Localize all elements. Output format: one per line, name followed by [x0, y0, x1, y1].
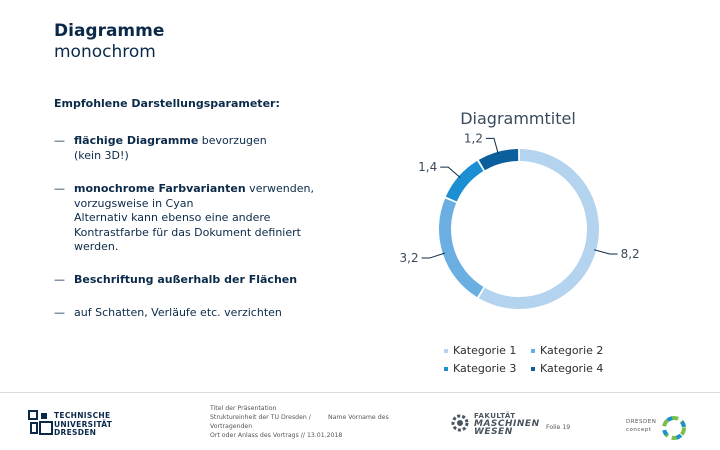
slide-subtitle: monochrom: [54, 42, 156, 62]
legend-item-3: [444, 362, 516, 375]
data-label-1: 8,2: [620, 247, 640, 262]
footer-presenter: Name Vorname des: [328, 414, 389, 421]
partner-ring-icon: [660, 414, 688, 442]
partner-line: DRESDEN: [626, 419, 657, 425]
page-number: Folie 19: [546, 424, 571, 431]
bullet-line: werden.: [74, 240, 119, 253]
donut-slice-2: [439, 198, 483, 297]
bullet-text: auf Schatten, Verläufe etc. verzichten: [74, 306, 282, 319]
donut-slice-3: [446, 161, 484, 202]
params-heading: Empfohlene Darstellungsparameter:: [54, 97, 280, 110]
tud-line: DRESDEN: [54, 428, 97, 437]
tud-line: UNIVERSITÄT: [54, 419, 113, 429]
tu-dresden-wordmark: [54, 412, 112, 438]
legend-label: Kategorie 3: [453, 362, 517, 375]
bullet-dash: —: [54, 273, 65, 286]
tu-dresden-logo: [28, 410, 113, 440]
bullet-line: vorzugsweise in Cyan: [74, 196, 194, 210]
legend-label: Kategorie 1: [453, 344, 517, 357]
bullet-dash: —: [54, 134, 65, 147]
faculty-line: FAKULTÄT: [474, 412, 516, 420]
donut-slice-4: [479, 149, 518, 170]
footer-divider: [0, 392, 720, 393]
legend-swatch: [531, 367, 535, 371]
bullet-line: (kein 3D!): [74, 148, 129, 162]
gear-icon: [448, 412, 472, 434]
faculty-line: WESEN: [474, 427, 513, 437]
data-label-4: 1,2: [463, 131, 483, 146]
bullet-bold-text: flächige Diagramme: [74, 134, 199, 147]
leader-line-3: [440, 167, 460, 178]
bullet-dash: —: [54, 182, 65, 195]
bullet-bold-text: Beschriftung außerhalb der Flächen: [74, 273, 298, 286]
legend-item-1: [444, 344, 516, 357]
leader-line-1: [594, 250, 617, 254]
bullet-line: Kontrastfarbe für das Dokument definiert: [74, 225, 301, 239]
bullet-text: bevorzugen: [198, 134, 267, 147]
footer-presenter-cont: Vortragenden: [210, 423, 253, 430]
data-label-2: 3,2: [399, 251, 419, 266]
tu-dresden-emblem-icon: [28, 410, 54, 436]
legend-swatch: [531, 349, 535, 353]
legend-label: Kategorie 4: [540, 362, 604, 375]
leader-line-2: [422, 253, 445, 258]
slide-title: Diagramme: [54, 21, 165, 41]
legend-item-4: [531, 362, 603, 375]
tud-line: TECHNISCHE: [54, 411, 111, 420]
donut-slice-1: [479, 149, 599, 309]
faculty-logo: [448, 412, 540, 438]
bullet-line: Alternativ kann ebenso eine andere: [74, 211, 271, 224]
faculty-line: MASCHINEN: [474, 419, 540, 429]
legend-label: Kategorie 2: [540, 344, 604, 357]
footer-presentation-title: Titel der Präsentation: [210, 405, 277, 412]
chart-title: Diagrammtitel: [460, 109, 576, 128]
bullet-dash: —: [54, 306, 65, 319]
legend-swatch: [444, 349, 448, 353]
footer-unit: Struktureinheit der TU Dresden /: [210, 414, 311, 421]
data-label-3: 1,4: [418, 160, 438, 175]
bullet-text: verwenden,: [245, 182, 314, 195]
partner-line: concept: [626, 427, 652, 433]
bullet-bold-text: monochrome Farbvarianten: [74, 182, 246, 195]
legend-swatch: [444, 367, 448, 371]
footer-occasion: Ort oder Anlass des Vortrags // 13.01.2018: [210, 432, 343, 439]
legend-item-2: [531, 344, 603, 357]
leader-line-4: [486, 138, 498, 153]
